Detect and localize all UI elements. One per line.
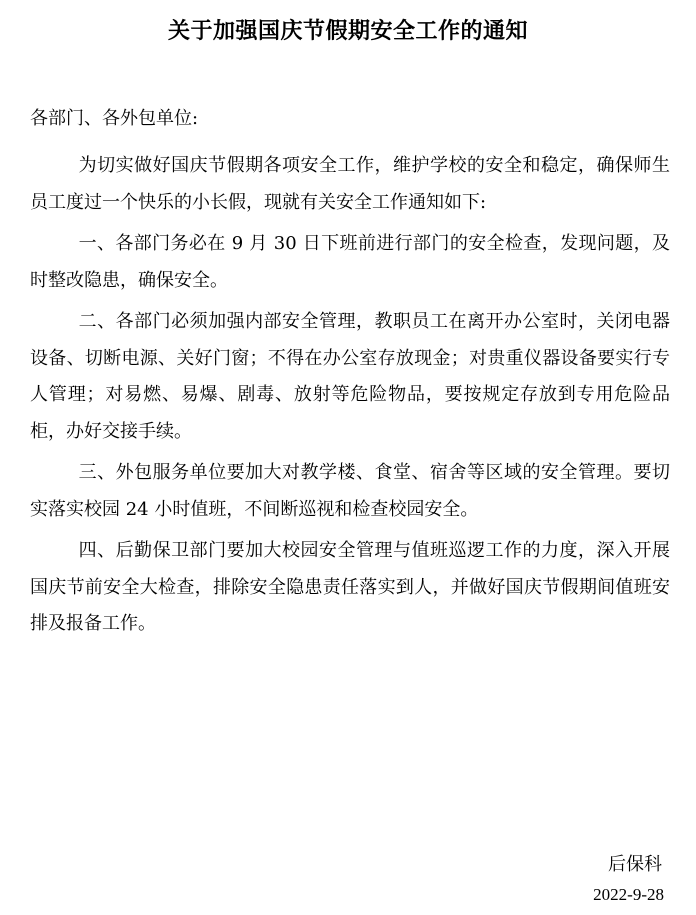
paragraph-intro: 为切实做好国庆节假期各项安全工作，维护学校的安全和稳定，确保师生员工度过一个快乐的小长假，现就有关安全工作通知如下: [30, 155, 670, 213]
signature-department: 后保科 [608, 854, 662, 875]
paragraph-item-2: 二、各部门必须加强内部安全管理，教职员工在离开办公室时，关闭电器设备、切断电源、关好门窗；不得在办公室存放现金；对贵重仪器设备要实行专人管理；对易燃、易爆、剧毒、放射等危险物品，要按规定存放到专用危险品柜，办好交接手续。 [30, 311, 670, 442]
paragraph-item-4: 四、后勤保卫部门要加大校园安全管理与值班巡逻工作的力度，深入开展国庆节前安全大检查，排除安全隐患责任落实到人，并做好国庆节假期间值班安排及报备工作。 [30, 540, 670, 634]
paragraph-item-3: 三、外包服务单位要加大对教学楼、食堂、宿舍等区域的安全管理。要切实落实校园 24 小时值班，不间断巡视和检查校园安全。 [30, 462, 670, 520]
notice-body [30, 148, 670, 648]
paragraph-item-1: 一、各部门务必在 9 月 30 日下班前进行部门的安全检查，发现问题，及时整改隐患，确保安全。 [30, 233, 670, 291]
notice-title: 关于加强国庆节假期安全工作的通知 [167, 18, 528, 44]
signature-date: 2022-9-28 [593, 885, 664, 904]
salutation: 各部门、各外包单位: [30, 108, 199, 129]
